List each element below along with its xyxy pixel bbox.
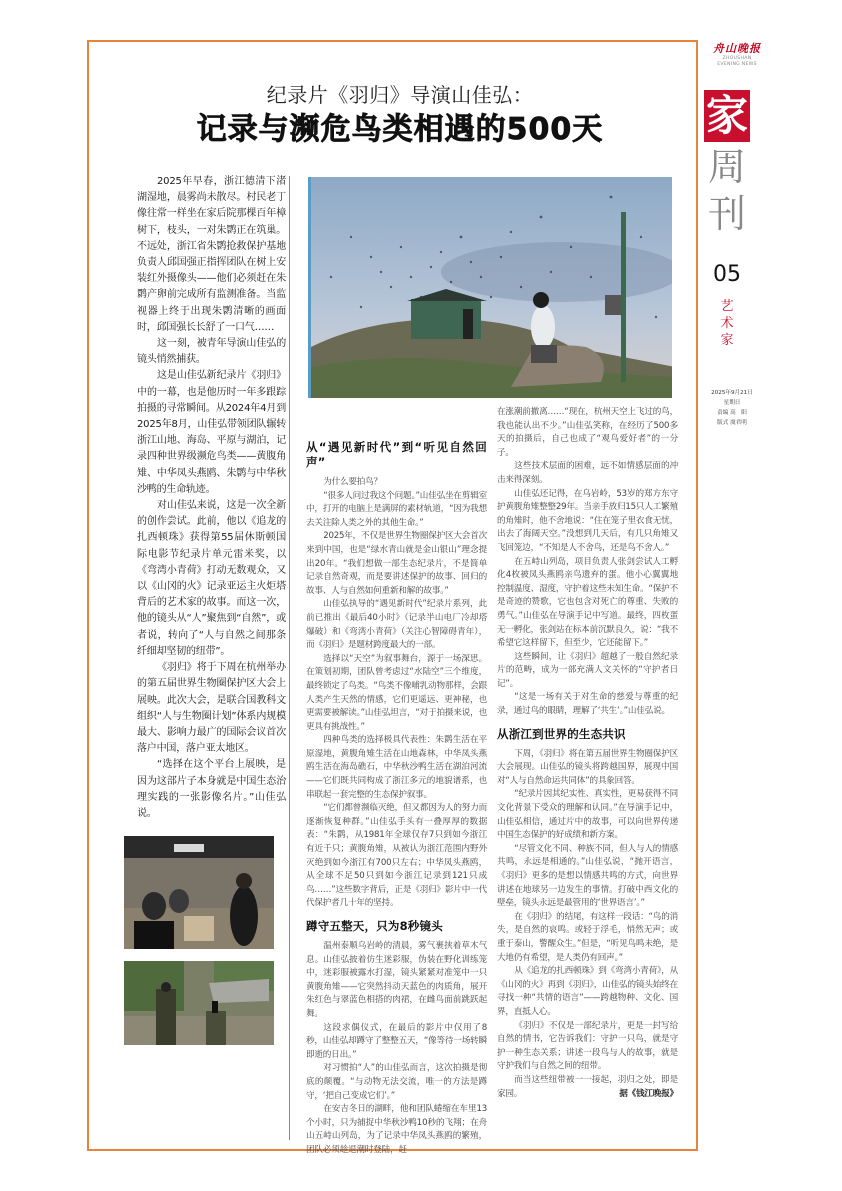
section-name — [718, 298, 736, 349]
issue-meta — [700, 388, 764, 428]
paragraph: 山佳弘还记得，在乌岩岭，53岁的郑方东守护黄腹角雉整整29年。当亲手放归15只人工繁殖的角雉时，他不舍地说：“住在笼子里衣食无忧，出去了海阔天空。”没想到几天后，有几只角雉又飞回笼边，“不知是人不舍鸟，还是鸟不舍人。” — [497, 488, 678, 553]
bird-island-image — [311, 177, 672, 398]
paragraph: 对山佳弘来说，这是一次全新的创作尝试。此前，他以《追龙的扎西顿珠》获得第55届休斯顿国际电影节纪录片单元雷米奖，以《弯湾小青荷》打动无数观众，又以《山冈的火》记录亚运主火炬塔背后的艺术家的故事。而这一次，他的镜头从“人”聚焦到“自然”，或者说，转向了“人与自然之间那条纤细却坚韧的纽带”。 — [137, 500, 286, 657]
field-filming-image — [124, 961, 274, 1045]
paragraph: 2025年早春，浙江德清下渚湖湿地，晨雾尚未散尽。村民老丁像往常一样坐在家后院那棵百年樟树下，枝头，一对朱鹮正在筑巢。不远处，浙江省朱鹮抢救保护基地负责人邱国强正指挥团队在树上安装红外摄像头——他们必须赶在朱鹮产卵前完成所有监测准备。当监视器上终于出现朱鹮清晰的画面时，邱国强长长舒了一口气…… — [137, 176, 286, 333]
masthead-logo: 舟山晚报 — [713, 42, 761, 55]
section-char: 术 — [720, 316, 734, 331]
section-heading: 从浙江到世界的生态共识 — [497, 726, 626, 741]
paragraph: 这一刻，被青年导演山佳弘的镜头悄然捕获。 — [137, 338, 286, 366]
paragraph: 温州泰顺乌岩岭的清晨，雾气裹挟着草木气息。山佳弘披着仿生迷彩服，伪装在野化训练笼中，迷彩服被露水打湿，镜头紧紧对准笼中一只黄腹角雉——它突然抖动天蓝色的肉质角，展开朱红色与翠蓝色相搭的肉裙，在雌鸟面前跳跃起舞。 — [306, 941, 487, 1019]
editing-room-photo — [124, 836, 274, 949]
paragraph: “纪录片因其纪实性、真实性，更易获得不同文化背景下受众的理解和认同。”在导演手记中，山佳弘相信，通过片中的故事，可以向世界传递中国生态保护的好成绩和新方案。 — [497, 789, 678, 841]
paragraph: “很多人问过我这个问题。”山佳弘坐在剪辑室中，打开的电脑上是满屏的素材轨道，“因为我想去关注除人类之外的其他生命。” — [306, 490, 487, 528]
paragraph: 四种鸟类的选择极具代表性：朱鹮生活在平原湿地，黄腹角雉生活在山地森林，中华凤头燕鸥生活在海岛礁石，中华秋沙鸭生活在湖泊河流——它们既共同构成了浙江多元的地貌谱系，也串联起一套完整的生态保护叙事。 — [306, 735, 487, 800]
left-photos — [124, 836, 274, 1045]
paragraph: “选择在这个平台上展映，是因为这部片子本身就是中国生态治理实践的一张影像名片。”山佳弘说。 — [137, 759, 286, 819]
section-char: 艺 — [720, 299, 734, 314]
paragraph: 在安吉冬日的湖畔，他和团队蜷缩在车里13个小时，只为捕捉中华秋沙鸭10秒的飞翔；在舟山五峙山列岛，为了记录中华凤头燕鸥的繁殖，团队必须趁退潮时登陆，赶 — [306, 1104, 487, 1155]
issue-weekday: 星期日 — [723, 400, 741, 406]
column-divider — [289, 176, 290, 1140]
paragraph: 从《追龙的扎西顿珠》到《弯湾小青荷》，从《山冈的火》再到《羽归》，山佳弘的镜头始终在寻找一种“共情的语言”——跨越物种、文化、国界，直抵人心。 — [497, 966, 678, 1017]
editor-credit: 责编 高 阳 — [717, 410, 747, 416]
paragraph: “这是一场有关于对生命的慈爱与尊重的纪录，通过鸟的眼睛，理解了‘共生’。”山佳弘说。 — [497, 692, 678, 717]
paragraph: 这是山佳弘新纪录片《羽归》中的一幕，也是他历时一年多跟踪拍摄的寻常瞬间。从2024年4月到2025年8月，山佳弘带领团队辗转浙江山地、海岛、平原与湖泊，记录四种世界级濒危鸟类——黄腹角雉、中华凤头燕鸥、朱鹮与中华秋沙鸭的生命轨迹。 — [137, 370, 286, 495]
masthead-en-line1: ZHOUSHAN — [722, 56, 752, 61]
paragraph: 在《羽归》的结尾，有这样一段话：“鸟的消失，是自然的哀鸣。或轻于浮毛，悄然无声；或重于泰山，警醒众生。”但是，“听见鸟鸣未绝，是大地仍有希望，是人类仍有回声。” — [497, 911, 678, 963]
paragraph: “它们都曾濒临灭绝，但又都因为人的努力而逐渐恢复种群。”山佳弘手头有一叠厚厚的数据表：“朱鹮，从1981年全球仅存7只到如今浙江有近千只；黄腹角雉，从被认为浙江范围内野外灭绝到如今浙江有700只左右；中华凤头燕鸥，从全球不足50只到如今浙江记录到121只成鸟……”这些数字背后，正是《羽归》影片中一代代保护者几十年的坚持。 — [306, 803, 487, 909]
paragraph: 这段求偶仪式，在最后的影片中仅用了8秒，山佳弘却蹲守了整整五天，“像等待一场转瞬即逝的日出。” — [306, 1022, 487, 1060]
article-headline: 记录与濒危鸟类相遇的500天 — [196, 112, 604, 147]
main-photo-birds — [308, 177, 672, 398]
layout-credit: 版式 虞君明 — [717, 420, 747, 426]
paragraph: 山佳弘执导的“遇见新时代”纪录片系列，此前已推出《最后40小时》（记录半山电厂冷却塔爆破）和《弯湾小青荷》（关注心智障碍青年），而《羽归》是题材跨度最大的一部。 — [306, 599, 487, 651]
closing-text: 而当这些纽带被一一接起，羽归之处，即是家园。 — [497, 1074, 678, 1099]
masthead-english — [706, 56, 768, 68]
section-heading: 从“遇见新时代”到“听见自然回声” — [306, 440, 487, 469]
weekly-title-jia: 家 — [705, 91, 748, 140]
paragraph: 对习惯拍“人”的山佳弘而言，这次拍摄是彻底的颠覆。“与动物无法交流，唯一的方法是蹲守，‘把自己变成它们’。” — [306, 1063, 487, 1101]
article-kicker: 纪录片《羽归》导演山佳弘： — [266, 83, 534, 107]
paragraph: 选择以“天空”为叙事舞台，源于一场深思。在策划初期，团队曾考虑过“水陆空”三个维度，最终锁定了鸟类。“鸟类不像哺乳动物那样，会跟人类产生天然的情感，它们更遥远、更神秘，也更需要被解读。”山佳弘坦言，“对于拍摄来说，也更具有挑战性。” — [306, 653, 487, 732]
article-source: 据《钱江晚报》 — [619, 1088, 678, 1099]
paragraph: 2025年，不仅是世界生物圈保护区大会首次来到中国，也是“绿水青山就是金山银山”理念提出20年。“我们想做一部生态纪录片，不是简单记录自然奇观，而是要讲述保护的故事、回归的故事、人与自然如何重新和解的故事。” — [306, 531, 487, 596]
paragraph: 下周，《羽归》将在第五届世界生物圈保护区大会展现。山佳弘的镜头将跨越国界，展现中国对“人与自然命运共同体”的具象回答。 — [497, 748, 678, 786]
page-number: 05 — [713, 262, 741, 287]
paragraph: 《羽归》不仅是一部纪录片，更是一封写给自然的情书，它告诉我们：守护一只鸟，就是守护一种生态关系；讲述一段鸟与人的故事，就是守护我们与自然之间的纽带。 — [497, 1020, 678, 1072]
issue-date: 2025年9月21日 — [711, 390, 753, 396]
masthead-en-line2: EVENING NEWS — [717, 62, 757, 67]
column-3 — [497, 406, 678, 1101]
column-2 — [306, 440, 487, 1158]
paragraph: 这些技术层面的困难，远不如情感层面的冲击来得深刻。 — [497, 461, 678, 485]
paragraph: 这些瞬间，让《羽归》超越了一般自然纪录片的范畴，成为一部充满人文关怀的“守护者日记”。 — [497, 651, 678, 689]
section-heading: 蹲守五整天，只为8秒镜头 — [306, 919, 443, 933]
paragraph: 在涨潮前撤离……“现在，杭州天空上飞过的鸟，我也能认出不少。”山佳弘笑称，在经历了500多天的拍摄后，自己也成了“观鸟爱好者”的一分子。 — [497, 407, 678, 458]
paragraph: 在五峙山列岛，项目负责人张剑尝试人工孵化4枚被凤头燕鸥亲鸟遗弃的蛋。他小心翼翼地控制温度、湿度，守护着这些未知生命。“保护不是奇迹的赞歌，它也包含对死亡的尊重、失败的勇气。”山佳弘在导演手记中写道。最终，四枚蛋无一孵化，张剑站在标本前沉默良久，说：“我不希望它这样留下，但至少，它还能留下。” — [497, 556, 678, 649]
paragraph: 为什么要拍鸟？ — [323, 477, 382, 487]
weekly-title-zhou: 周 — [707, 145, 746, 189]
paragraph — [497, 1074, 678, 1101]
column-1 — [137, 174, 286, 822]
paragraph: “尽管文化不同、种族不同，但人与人的情感共鸣，永远是相通的。”山佳弘说，“抛开语言，《羽归》更多的是想以情感共鸣的方式，向世界讲述在地球另一边发生的事情。打破中西文化的壁垒，镜头永远是最管用的‘世界语言’。” — [497, 843, 678, 909]
paragraph: 《羽归》将于下周在杭州举办的第五届世界生物圈保护区大会上展映。此次大会，是联合国教科文组织“人与生物圈计划”体系内规模最大、影响力最广的国际会议首次落户中国，落户亚太地区。 — [137, 662, 286, 755]
editing-room-image — [124, 836, 274, 949]
field-filming-photo — [124, 961, 274, 1045]
section-char: 家 — [720, 333, 734, 348]
weekly-title-kan: 刊 — [707, 192, 746, 236]
